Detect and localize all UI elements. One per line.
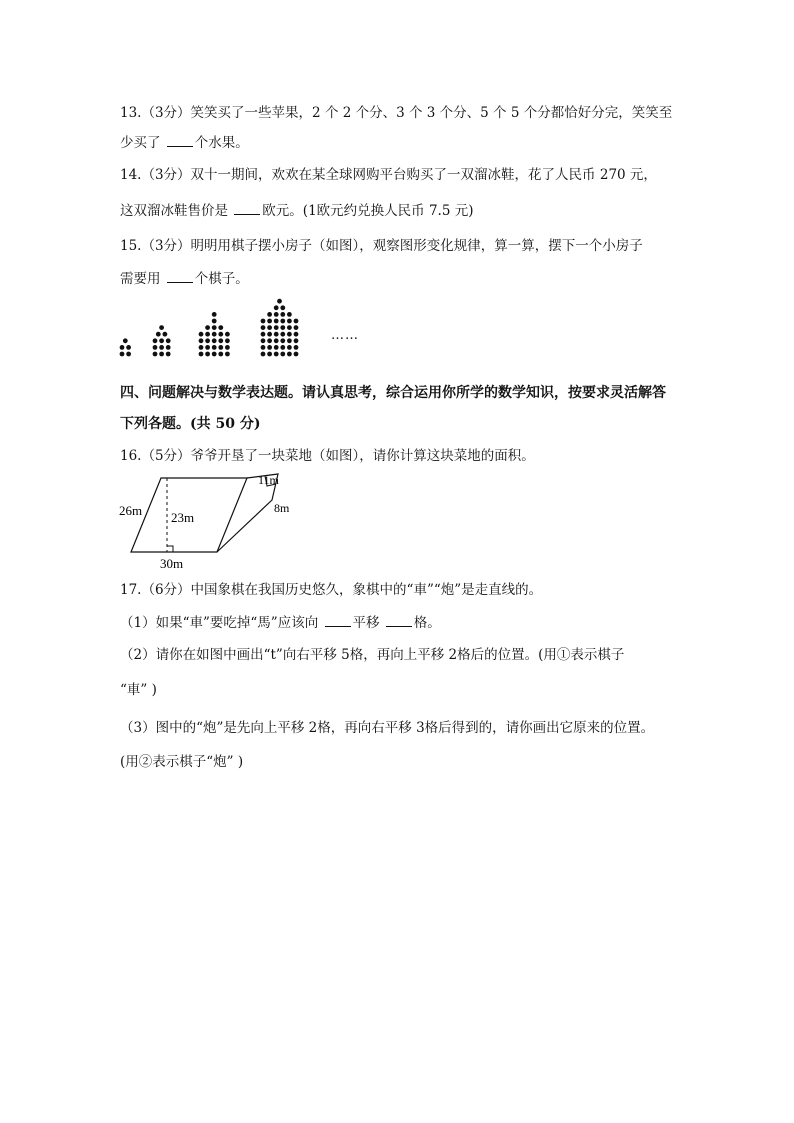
house-4-dot: [280, 352, 285, 357]
house-4-dot: [261, 338, 266, 343]
q13-line2-post: 个水果。: [194, 135, 249, 151]
house-4-dot: [277, 299, 282, 304]
q17-part2-line2: “車” ): [120, 682, 157, 698]
house-1-dot: [126, 352, 131, 357]
house-dot-figure: [115, 296, 325, 372]
house-4-dot: [287, 332, 292, 337]
label-8m: 8m: [274, 501, 290, 515]
house-2-dot: [153, 345, 158, 350]
house-3-dot: [212, 345, 217, 350]
house-4-dot: [294, 332, 299, 337]
q16-text: 16.（5分）爷爷开垦了一块菜地（如图），请你计算这块菜地的面积。: [120, 448, 535, 464]
house-4-dot: [280, 305, 285, 310]
house-3-dot: [205, 338, 210, 343]
house-2-dot: [153, 352, 158, 357]
label-11m: 11m: [258, 473, 279, 487]
height-right-angle-mark: [167, 546, 173, 552]
label-30m: 30m: [160, 556, 184, 571]
house-3-dot: [205, 352, 210, 357]
label-26m: 26m: [119, 503, 143, 518]
house-4-dot: [274, 332, 279, 337]
house-4-dot: [261, 352, 266, 357]
house-2-dot: [159, 352, 164, 357]
house-4-dot: [287, 345, 292, 350]
house-3-dot: [199, 332, 204, 337]
house-4-dot: [287, 319, 292, 324]
house-4-dot: [280, 312, 285, 317]
house-3-dot: [212, 312, 217, 317]
house-3-dot: [225, 345, 230, 350]
q14-answer-blank[interactable]: [234, 200, 260, 215]
q17-part1-pre: （1）如果“車”要吃掉“馬”应该向: [120, 615, 323, 631]
house-3-dot: [225, 338, 230, 343]
q14-line2-post: 欧元。(1欧元约兑换人民币 7.5 元): [262, 203, 474, 219]
house-4-dot: [274, 305, 279, 310]
house-3-dot: [218, 345, 223, 350]
house-4-dot: [261, 325, 266, 330]
house-4-dot: [261, 345, 266, 350]
house-4-dot: [267, 345, 272, 350]
q13-line1: 13.（3分）笑笑买了一些苹果，2 个 2 个分、3 个 3 个分、5 个 5 个分都恰好分完，笑笑至: [120, 105, 673, 121]
q17-steps-blank[interactable]: [386, 612, 412, 627]
q17-part1: [120, 612, 441, 633]
house-4-dot: [287, 338, 292, 343]
house-3-dot: [225, 352, 230, 357]
house-1-dot: [120, 352, 125, 357]
house-3-dot: [205, 332, 210, 337]
section4-title-line1: 四、问题解决与数学表达题。请认真思考，综合运用你所学的数学知识，按要求灵活解答: [120, 385, 666, 401]
house-4-dot: [294, 352, 299, 357]
house-2-dot: [156, 332, 161, 337]
q15-answer-blank[interactable]: [167, 268, 193, 283]
section4-title-line2: 下列各题。(共 50 分): [120, 416, 261, 432]
house-3-dot: [212, 332, 217, 337]
q13-line2: [120, 132, 249, 153]
house-2-dot: [166, 338, 171, 343]
house-4-dot: [294, 325, 299, 330]
q15-line2-pre: 需要用: [120, 271, 165, 287]
house-3-dot: [205, 345, 210, 350]
house-3-dot: [199, 345, 204, 350]
house-3-dot: [218, 332, 223, 337]
house-4-dot: [274, 325, 279, 330]
house-4-dot: [274, 352, 279, 357]
house-2-dot: [159, 325, 164, 330]
house-3-dot: [212, 319, 217, 324]
house-4-dot: [280, 338, 285, 343]
house-4-dot: [267, 332, 272, 337]
q15-line2-post: 个棋子。: [194, 271, 249, 287]
q17-direction-blank[interactable]: [325, 612, 351, 627]
house-4-dot: [294, 338, 299, 343]
house-1-dot: [126, 345, 131, 350]
house-3-dot: [225, 332, 230, 337]
house-2-dot: [159, 345, 164, 350]
label-23m: 23m: [171, 510, 195, 525]
house-3-dot: [218, 338, 223, 343]
house-4-dot: [261, 332, 266, 337]
house-4-dot: [280, 345, 285, 350]
house-4-dot: [274, 319, 279, 324]
house-2-dot: [166, 345, 171, 350]
q17-part1-mid: 平移: [352, 615, 384, 631]
house-4-dot: [294, 345, 299, 350]
q14-line2-pre: 这双溜冰鞋售价是: [120, 203, 233, 219]
house-2-dot: [159, 338, 164, 343]
q14-line2: [120, 200, 473, 221]
house-3-dot: [205, 325, 210, 330]
house-3-dot: [212, 338, 217, 343]
q17-part2-line1: （2）请你在如图中画出“t”向右平移 5格，再向上平移 2格后的位置。(用①表示棋子: [120, 647, 625, 663]
q17-text: 17.（6分）中国象棋在我国历史悠久，象棋中的“車”“炮”是走直线的。: [120, 582, 543, 598]
house-4-dot: [287, 325, 292, 330]
q13-answer-blank[interactable]: [167, 132, 193, 147]
house-4-dot: [274, 338, 279, 343]
house-3-dot: [199, 352, 204, 357]
q15-line1: 15.（3分）明明用棋子摆小房子（如图），观察图形变化规律，算一算，摆下一个小房子: [120, 238, 643, 254]
q17-part3-line1: （3）图中的“炮”是先向上平移 2格，再向右平移 3格后得到的，请你画出它原来的位置。: [120, 720, 655, 736]
house-3-dot: [218, 325, 223, 330]
house-4-dot: [280, 325, 285, 330]
q17-part1-post: 格。: [413, 615, 441, 631]
field-figure: [115, 472, 305, 572]
q14-line1: 14.（3分）双十一期间，欢欢在某全球网购平台购买了一双溜冰鞋，花了人民币 270 元，: [120, 167, 657, 183]
house-2-dot: [166, 352, 171, 357]
house-4-dot: [267, 352, 272, 357]
house-3-dot: [212, 325, 217, 330]
house-4-dot: [267, 338, 272, 343]
house-4-dot: [274, 312, 279, 317]
q15-line2: [120, 268, 249, 289]
house-4-dot: [261, 319, 266, 324]
house-4-dot: [274, 345, 279, 350]
house-2-dot: [163, 332, 168, 337]
house-4-dot: [267, 312, 272, 317]
house-4-dot: [267, 319, 272, 324]
house-2-dot: [153, 338, 158, 343]
house-3-dot: [218, 352, 223, 357]
house-3-dot: [212, 352, 217, 357]
q13-line2-pre: 少买了: [120, 135, 165, 151]
house-4-dot: [294, 319, 299, 324]
house-4-dot: [280, 319, 285, 324]
house-4-dot: [287, 312, 292, 317]
q17-part3-line2: (用②表示棋子“炮” ): [120, 754, 244, 770]
house-3-dot: [199, 338, 204, 343]
house-4-dot: [287, 352, 292, 357]
house-4-dot: [280, 332, 285, 337]
house-1-dot: [123, 338, 128, 343]
house-1-dot: [120, 345, 125, 350]
ellipsis: ……: [331, 328, 359, 343]
house-4-dot: [267, 325, 272, 330]
